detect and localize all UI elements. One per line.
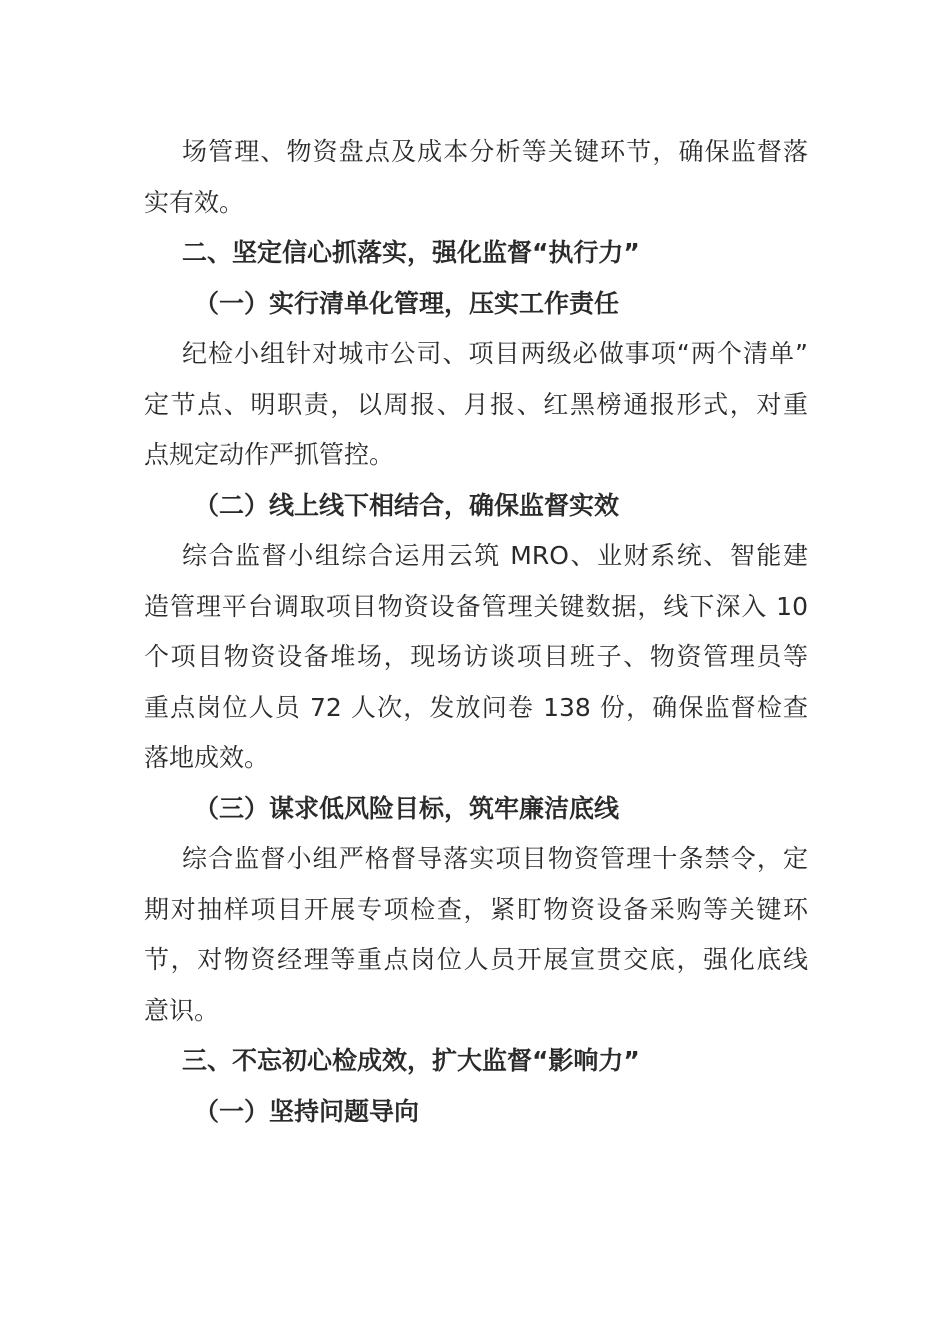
paragraph-line: 定节点、明职责，以周报、月报、红黑榜通报形式，对重 [144,389,808,419]
section-heading-3: 三、不忘初心检成效，扩大监督“影响力” [182,1046,640,1075]
paragraph-line: 个项目物资设备堆场，现场访谈项目班子、物资管理员等 [144,642,808,671]
paragraph-line: 期对抽样项目开展专项检查，紧盯物资设备采购等关键环 [144,894,808,924]
section-heading-2: 二、坚定信心抓落实，强化监督“执行力” [182,238,640,267]
paragraph-line: 重点岗位人员 72 人次，发放问卷 138 份，确保监督检查 [144,692,808,722]
subsection-heading-2-2: （二）线上线下相结合，确保监督实效 [194,490,620,520]
subsection-heading-2-1: （一）实行清单化管理，压实工作责任 [194,288,620,318]
paragraph-line: 综合监督小组严格督导落实项目物资管理十条禁令，定 [182,844,808,873]
paragraph-line: 落地成效。 [144,743,270,772]
subsection-heading-2-3: （三）谋求低风险目标，筑牢廉洁底线 [194,793,620,823]
paragraph-line: 意识。 [144,995,220,1025]
paragraph-line: 场管理、物资盘点及成本分析等关键环节，确保监督落 [182,137,808,166]
paragraph-line: 实有效。 [144,187,245,217]
paragraph-line: 造管理平台调取项目物资设备管理关键数据，线下深入 10 [144,591,808,621]
document-body [144,127,808,1137]
paragraph-line: 纪检小组针对城市公司、项目两级必做事项“两个清单” [182,339,808,368]
subsection-heading-3-1: （一）坚持问题导向 [194,1096,420,1126]
paragraph-line: 点规定动作严抓管控。 [144,440,395,469]
paragraph-line: 综合监督小组综合运用云筑 MRO、业财系统、智能建 [182,541,808,570]
paragraph-line: 节，对物资经理等重点岗位人员开展宣贯交底，强化底线 [144,945,808,974]
